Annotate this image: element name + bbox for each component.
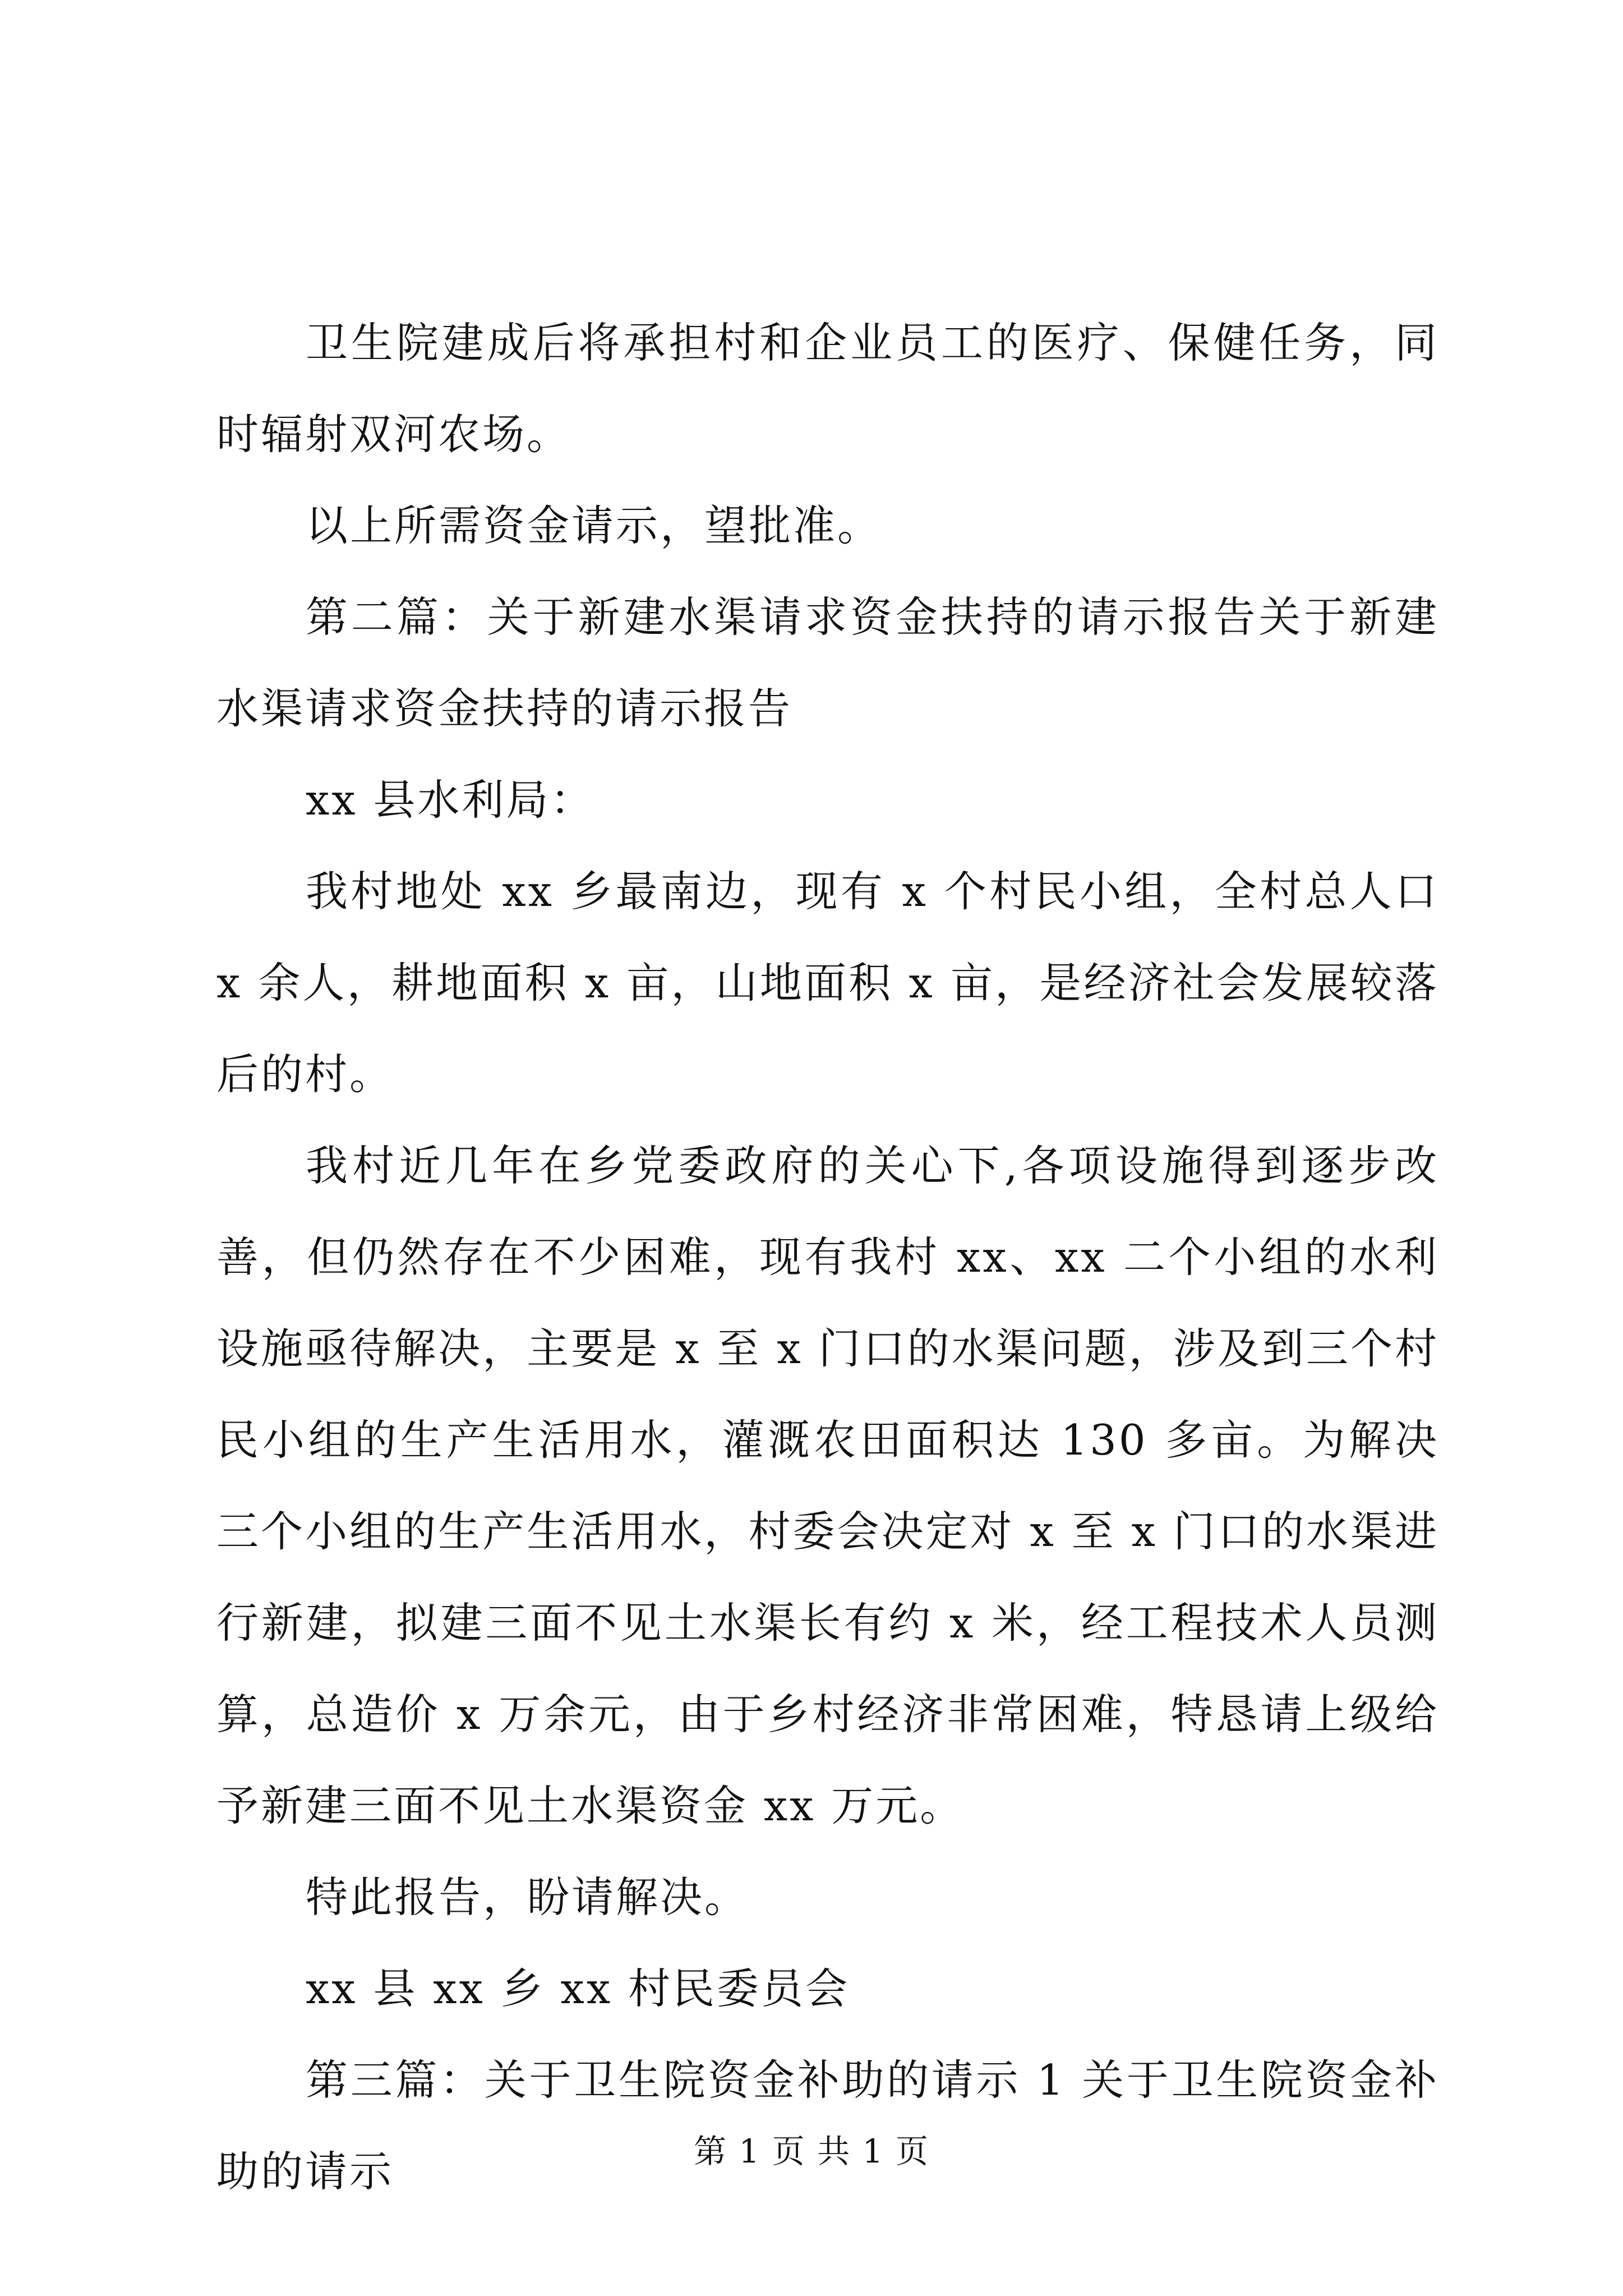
document-body	[216, 297, 1439, 2217]
signatory: xx 县 xx 乡 xx 村民委员会	[306, 1964, 850, 2013]
paragraph-funding-request: 以上所需资金请示，望批准。	[306, 501, 882, 550]
paragraph-clinic-duties: 卫生院建成后将承担村和企业员工的医疗、保健任务，同时辐射双河农场。	[216, 318, 1439, 459]
page-footer: 第 1 页 共 1 页	[694, 2132, 929, 2170]
paragraph-closing: 特此报告，盼请解决。	[306, 1872, 749, 1922]
paragraph-canal-proposal: 我村近几年在乡党委政府的关心下,各项设施得到逐步改善，但仍然存在不少困难，现有我村 xx、xx 二个小组的水利设施亟待解决，主要是 x 至 x 门口的水渠问题，涉及到三个村民小组的生产生活用水，灌溉农田面积达 130 多亩。为解决三个小组的生产生活用水，村委会决定对 x 至 x 门口的水渠进行新建，拟建三面不见土水渠长有约 x 米，经工程技术人员测算，总造价 x 万余元，由于乡村经济非常困难，特恳请上级给予新建三面不见土水渠资金 xx 万元。	[216, 1141, 1439, 1830]
section-title-2: 第二篇：关于新建水渠请求资金扶持的请示报告关于新建水渠请求资金扶持的请示报告	[216, 592, 1439, 733]
addressee: xx 县水利局：	[306, 775, 595, 825]
section-title-3: 第三篇：关于卫生院资金补助的请示 1 关于卫生院资金补助的请示	[216, 2055, 1439, 2196]
paragraph-village-overview: 我村地处 xx 乡最南边，现有 x 个村民小组，全村总人口 x 余人，耕地面积 x 亩，山地面积 x 亩，是经济社会发展较落后的村。	[216, 867, 1439, 1099]
